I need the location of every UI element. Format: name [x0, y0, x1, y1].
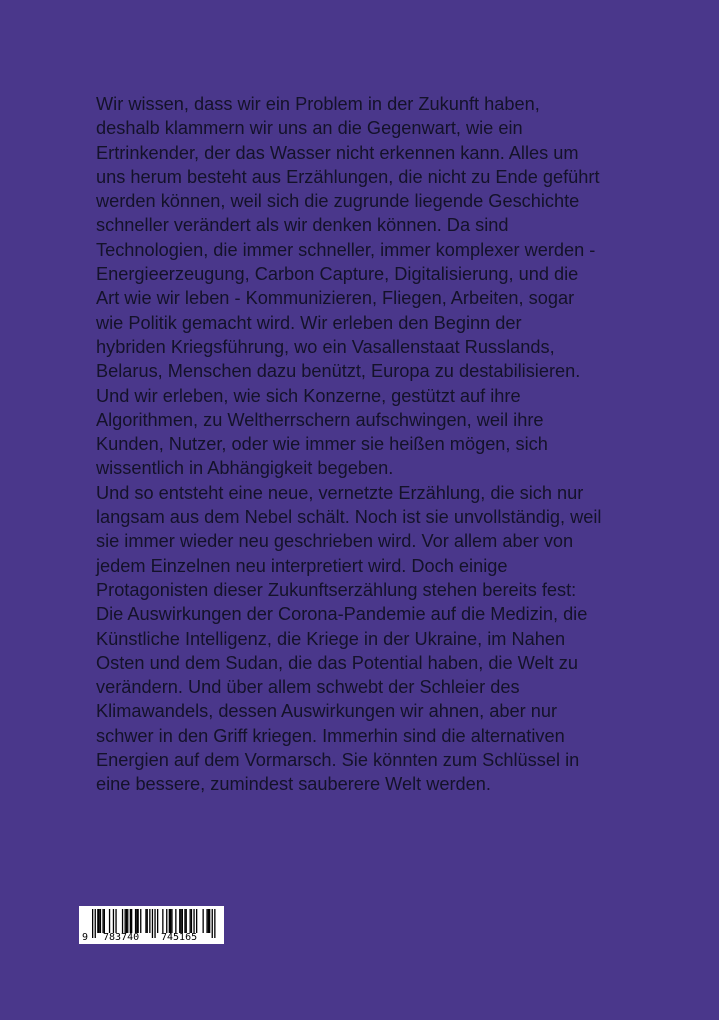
blurb-line: Algorithmen, zu Weltherrschern aufschwingen, weil ihre	[96, 409, 544, 430]
isbn-group-2: 745165	[161, 932, 198, 943]
barcode-bar	[196, 909, 197, 933]
isbn-number	[79, 932, 224, 944]
barcode-bar	[209, 909, 210, 933]
barcode-bar	[104, 909, 105, 933]
blurb-line: Energien auf dem Vormarsch. Sie könnten zum Schlüssel in	[96, 750, 580, 771]
blurb-line: sie immer wieder neu geschrieben wird. Vor allem aber von	[96, 531, 574, 552]
barcode-bar	[170, 909, 171, 933]
blurb-line: Künstliche Intelligenz, die Kriege in der Ukraine, im Nahen	[96, 628, 566, 649]
blurb-line: Kunden, Nutzer, oder wie immer sie heißen mögen, sich	[96, 434, 548, 455]
barcode-bar	[109, 909, 110, 933]
barcode-bar	[145, 909, 146, 933]
barcode-bar	[166, 909, 167, 933]
blurb-line: werden können, weil sich die zugrunde liegende Geschichte	[96, 191, 580, 212]
barcode-bar	[184, 909, 185, 933]
barcode-bar	[179, 909, 180, 933]
barcode-bar	[180, 909, 181, 933]
barcode-bar	[135, 909, 136, 933]
barcode-bar	[162, 909, 163, 933]
isbn-prefix: 9	[82, 932, 89, 943]
barcode-bar	[126, 909, 127, 933]
blurb-line: Wir wissen, dass wir ein Problem in der Zukunft haben,	[96, 94, 540, 114]
isbn-group-1: 783740	[103, 932, 140, 943]
blurb-line: wissentlich in Abhängigkeit begeben.	[96, 458, 394, 479]
barcode-bar	[99, 909, 100, 933]
barcode-bar	[125, 909, 126, 933]
blurb-line: Technologien, die immer schneller, immer komplexer werden -	[96, 239, 596, 260]
blurb-line: deshalb klammern wir uns an die Gegenwart, wie ein	[96, 118, 523, 139]
blurb-line: Ertrinkender, der das Wasser nicht erkennen kann. Alles um	[96, 142, 579, 163]
blurb-line: jedem Einzelnen neu interpretiert wird. Doch einige	[96, 555, 508, 576]
blurb-line: Klimawandels, dessen Auswirkungen wir ahnen, aber nur	[96, 701, 558, 722]
blurb-line: schwer in den Griff kriegen. Immerhin sind die alternativen	[96, 725, 565, 746]
blurb-line: eine bessere, zumindest sauberere Welt werden.	[96, 774, 491, 795]
barcode-bar	[140, 909, 141, 933]
blurb-line: Belarus, Menschen dazu benützt, Europa zu destabilisieren.	[96, 361, 581, 382]
blurb-line: Und so entsteht eine neue, vernetzte Erzählung, die sich nur	[96, 482, 584, 503]
blurb-line: Osten und dem Sudan, die das Potential haben, die Welt zu	[96, 652, 578, 673]
barcode-bar	[115, 909, 116, 933]
barcode-bar	[100, 909, 101, 933]
isbn-barcode	[79, 906, 224, 944]
barcode-bar	[190, 909, 191, 933]
barcode-bar	[97, 909, 98, 933]
barcode-bar	[169, 909, 170, 933]
barcode-bar	[157, 909, 158, 933]
barcode-bar	[136, 909, 137, 933]
barcode-bar	[130, 909, 131, 933]
barcode-bar	[171, 909, 172, 933]
blurb-line: schneller verändert als wir denken können. Da sind	[96, 215, 509, 236]
barcode-bar	[206, 909, 207, 933]
barcode-bar	[122, 909, 123, 933]
blurb-line: Protagonisten dieser Zukunftserzählung stehen bereits fest:	[96, 579, 577, 600]
blurb-line: Die Auswirkungen der Corona-Pandemie auf die Medizin, die	[96, 604, 588, 625]
barcode-bar	[138, 909, 139, 933]
blurb-line: Und wir erleben, wie sich Konzerne, gestützt auf ihre	[96, 385, 521, 406]
blurb-line: Art wie wir leben - Kommunizieren, Fliegen, Arbeiten, sogar	[96, 288, 575, 309]
blurb-text	[96, 92, 626, 797]
barcode-bar	[193, 909, 194, 933]
barcode-bar	[208, 909, 209, 933]
barcode-bar	[186, 909, 187, 933]
blurb-line: langsam aus dem Nebel schält. Noch ist sie unvollständig, weil	[96, 507, 602, 528]
blurb-line: uns herum besteht aus Erzählungen, die nicht zu Ende geführt	[96, 166, 600, 187]
barcode-bar	[203, 909, 204, 933]
barcode-bar	[191, 909, 192, 933]
barcode-bar	[182, 909, 183, 933]
blurb-line: Energieerzeugung, Carbon Capture, Digitalisierung, und die	[96, 264, 579, 285]
barcode-bar	[131, 909, 132, 933]
barcode-bar	[127, 909, 128, 933]
blurb-line: hybriden Kriegsführung, wo ein Vasallenstaat Russlands,	[96, 336, 555, 357]
barcode-bar	[175, 909, 176, 933]
blurb-line: verändern. Und über allem schwebt der Schleier des	[96, 677, 520, 698]
barcode-bar	[113, 909, 114, 933]
barcode-bar	[147, 909, 148, 933]
barcode-bar	[102, 909, 103, 933]
barcode-bar	[149, 909, 150, 933]
blurb-line: wie Politik gemacht wird. Wir erleben den Beginn der	[96, 312, 522, 333]
